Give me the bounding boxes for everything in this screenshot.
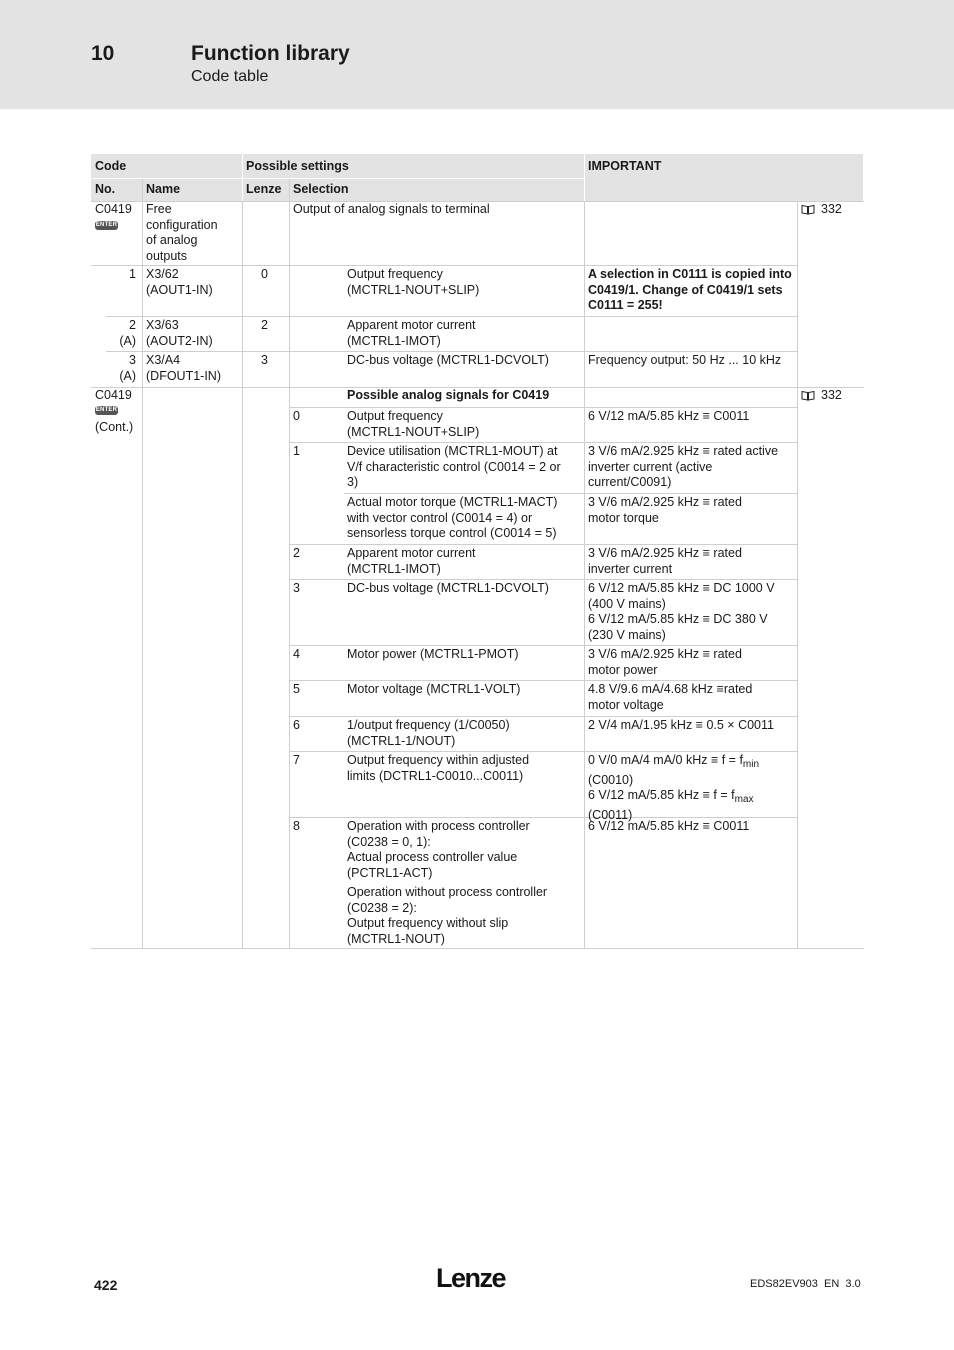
signal-desc: Device utilisation (MCTRL1-MOUT) at V/f characteristic control (C0014 = 2 or 3): [347, 444, 561, 489]
signal-value: 3: [293, 581, 300, 595]
document-id: EDS82EV903 EN 3.0: [750, 1278, 861, 1290]
page-reference: 332: [821, 388, 842, 402]
signal-value: 5: [293, 682, 300, 696]
chapter-number: 10: [91, 42, 115, 65]
enter-key-icon: ENTER: [95, 222, 118, 228]
lenze-default: 0: [261, 267, 268, 281]
signal-scaling: 3 V/6 mA/2.925 kHz ≡ rated motor power: [588, 647, 742, 677]
signal-value: 2: [293, 546, 300, 560]
signal-desc: Motor voltage (MCTRL1-VOLT): [347, 682, 521, 696]
sub-name: X3/62 (AOUT1-IN): [146, 267, 213, 297]
signal-desc: DC-bus voltage (MCTRL1-DCVOLT): [347, 581, 549, 595]
selection-intro: Output of analog signals to terminal: [293, 202, 490, 216]
signal-scaling: 3 V/6 mA/2.925 kHz ≡ rated motor torque: [588, 495, 742, 525]
signal-scaling: 4.8 V/9.6 mA/4.68 kHz ≡rated motor voltage: [588, 682, 753, 712]
sub-no: 3 (A): [119, 353, 136, 383]
sub-no: 1: [129, 267, 136, 281]
signal-desc: Output frequency (MCTRL1-NOUT+SLIP): [347, 409, 480, 439]
signal-desc: Output frequency within adjusted limits (DCTRL1-C0010...C0011): [347, 753, 530, 783]
code-c0419: C0419: [95, 202, 132, 216]
selection-text: Output frequency (MCTRL1-NOUT+SLIP): [347, 267, 480, 297]
header-important: IMPORTANT: [588, 159, 662, 173]
selection-text: Apparent motor current (MCTRL1-IMOT): [347, 318, 476, 348]
signal-value: 7: [293, 753, 300, 767]
enter-key-icon: ENTER: [95, 407, 118, 413]
section-title: Code table: [191, 68, 269, 85]
chapter-title: Function library: [191, 42, 350, 65]
signal-scaling: 6 V/12 mA/5.85 kHz ≡ C0011: [588, 409, 750, 423]
header-possible-settings: Possible settings: [246, 159, 349, 173]
signal-scaling: 3 V/6 mA/2.925 kHz ≡ rated active inverter current (active current/C0091): [588, 444, 779, 489]
lenze-logo: Lenze: [436, 1263, 506, 1293]
signal-desc: Operation with process controller (C0238 = 0, 1): Actual process controller value (PCTRL1-ACT) Operation without process controller (C0238 = 2): Output frequency without slip (MCTRL1-NOUT): [347, 819, 548, 946]
lenze-default: 2: [261, 318, 268, 332]
sub-no: 2 (A): [119, 318, 136, 348]
code-c0419-cont: C0419: [95, 388, 132, 402]
signal-scaling: 3 V/6 mA/2.925 kHz ≡ rated inverter current: [588, 546, 742, 576]
important-note: A selection in C0111 is copied into C0419/1. Change of C0419/1 sets C0111 = 255!: [588, 267, 792, 312]
header-no: No.: [95, 182, 116, 196]
book-reference-icon: [801, 390, 815, 401]
signal-scaling: 2 V/4 mA/1.95 kHz ≡ 0.5 × C0011: [588, 718, 774, 732]
signal-scaling: 6 V/12 mA/5.85 kHz ≡ DC 1000 V (400 V mains) 6 V/12 mA/5.85 kHz ≡ DC 380 V (230 V mains): [588, 581, 775, 642]
signal-value: 4: [293, 647, 300, 661]
continued-label: (Cont.): [95, 420, 134, 434]
selection-text: DC-bus voltage (MCTRL1-DCVOLT): [347, 353, 549, 367]
signal-value: 0: [293, 409, 300, 423]
book-reference-icon: [801, 204, 815, 215]
header-lenze: Lenze: [246, 182, 282, 196]
signal-value: 1: [293, 444, 300, 458]
page-reference: 332: [821, 202, 842, 216]
important-note: Frequency output: 50 Hz ... 10 kHz: [588, 353, 782, 367]
header-code: Code: [95, 159, 127, 173]
signal-desc: Apparent motor current (MCTRL1-IMOT): [347, 546, 476, 576]
signal-value: 6: [293, 718, 300, 732]
param-name: Free configuration of analog outputs: [146, 202, 218, 263]
page-number: 422: [94, 1277, 118, 1293]
signal-desc: Actual motor torque (MCTRL1-MACT) with vector control (C0014 = 4) or sensorless torque control (C0014 = 5): [347, 495, 558, 540]
signal-desc: Motor power (MCTRL1-PMOT): [347, 647, 519, 661]
lenze-default: 3: [261, 353, 268, 367]
header-selection: Selection: [293, 182, 349, 196]
signals-heading: Possible analog signals for C0419: [347, 388, 550, 402]
signal-value: 8: [293, 819, 300, 833]
signal-desc: 1/output frequency (1/C0050) (MCTRL1-1/NOUT): [347, 718, 510, 748]
sub-name: X3/A4 (DFOUT1-IN): [146, 353, 221, 383]
signal-scaling: 0 V/0 mA/4 mA/0 kHz ≡ $f = f_{min}$ (C0010) 6 V/12 mA/5.85 kHz ≡ $f = f_{max}$ (C0011): [588, 753, 760, 822]
sub-name: X3/63 (AOUT2-IN): [146, 318, 213, 348]
header-name: Name: [146, 182, 181, 196]
signal-scaling: 6 V/12 mA/5.85 kHz ≡ C0011: [588, 819, 750, 833]
